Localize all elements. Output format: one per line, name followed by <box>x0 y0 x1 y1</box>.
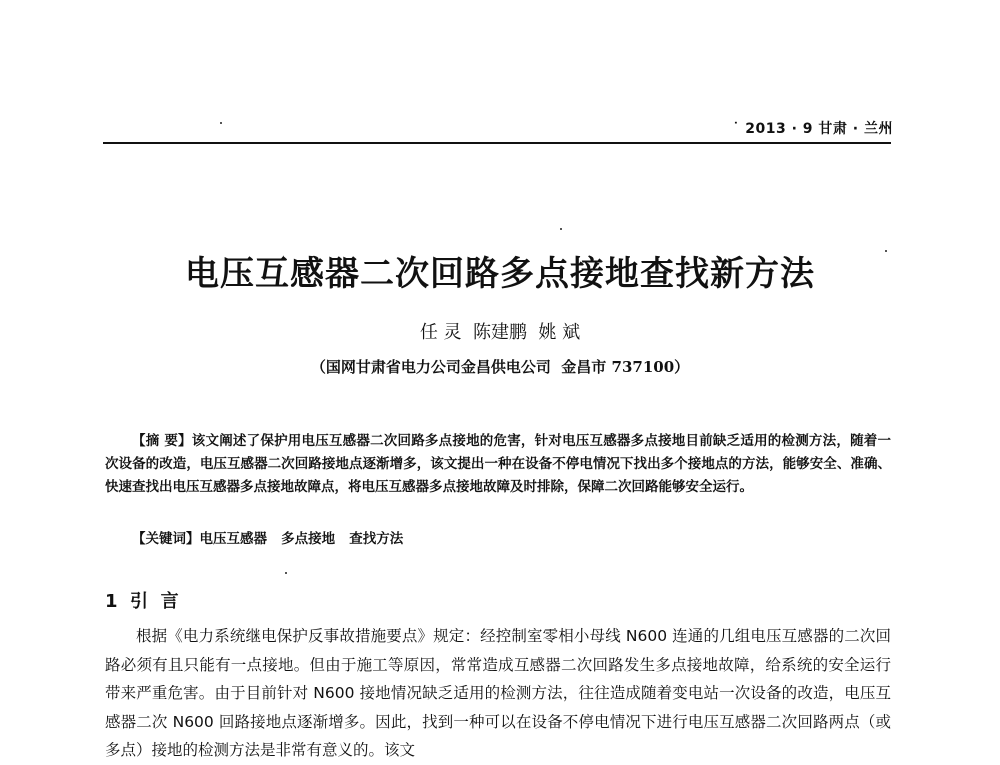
journal-header-meta: ˙ 2013 · 9 甘肃 · 兰州 <box>732 121 893 137</box>
scan-speck <box>220 122 222 124</box>
abstract-label: 【摘 要】 <box>132 433 192 449</box>
abstract-text: 该文阐述了保护用电压互感器二次回路多点接地的危害，针对电压互感器多点接地目前缺乏适用的检测方法，随着一次设备的改造，电压互感器二次回路接地点逐渐增多，该文提出一种在设备不停电情况下找出多个接地点的方法，能够安全、准确、快速查找出电压互感器多点接地故障点，将电压互感器多点接地故障及时排除，保障二次回路能够安全运行。 <box>105 433 892 495</box>
paper-authors: 任 灵 陈建鹏 姚 斌 <box>419 322 581 343</box>
section-heading-introduction: 1 引 言 <box>105 591 179 612</box>
scan-speck <box>560 228 562 230</box>
section-body-introduction: 根据《电力系统继电保护反事故措施要点》规定：经控制室零相小母线 N600 连通的几组电压互感器的二次回路必须有且只能有一点接地。但由于施工等原因，常常造成互感器二次回路发生多点接地故障，给系统的安全运行带来严重危害。由于目前针对 N600 接地情况缺乏适用的检测方法，往往造成随着变电站一次设备的改造，电压互感器二次 N600 回路接地点逐渐增多。因此，找到一种可以在设备不停电情况下进行电压互感器二次回路两点（或多点）接地的检测方法是非常有意义的。该文 <box>105 627 891 759</box>
abstract <box>105 430 891 499</box>
scan-speck <box>285 572 287 574</box>
keywords <box>105 528 891 551</box>
keywords-label: 【关键词】 <box>132 531 200 547</box>
header-rule <box>103 142 891 144</box>
paper-title: 电压互感器二次回路多点接地查找新方法 <box>185 254 815 294</box>
keywords-text: 电压互感器 多点接地 查找方法 <box>199 531 404 547</box>
paper-affiliation: （国网甘肃省电力公司金昌供电公司 金昌市 737100） <box>310 358 690 376</box>
scan-speck <box>885 250 887 252</box>
